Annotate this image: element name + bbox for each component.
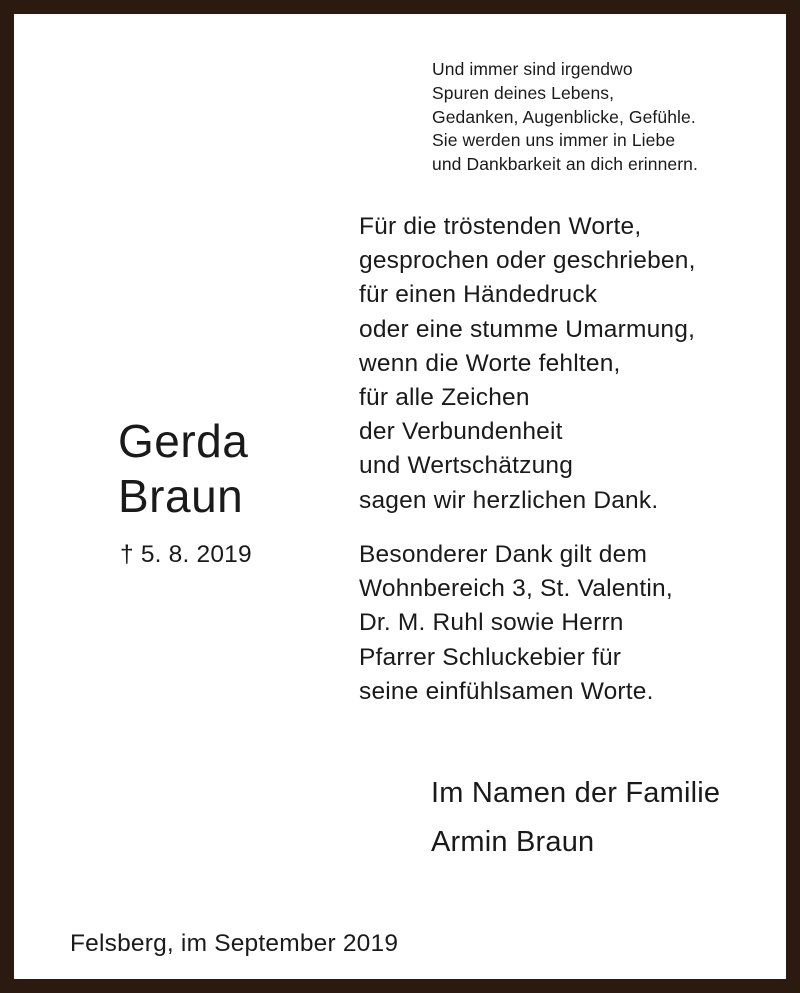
thanks-line: der Verbundenheit [359,418,563,446]
thanks-line: für alle Zeichen [359,384,530,412]
special-thanks-line: Dr. M. Ruhl sowie Herrn [359,609,624,637]
signature-line-name: Armin Braun [431,826,595,858]
special-thanks-line: Wohnbereich 3, St. Valentin, [359,575,673,603]
quote-line: Sie werden uns immer in Liebe [432,130,676,151]
special-thanks-line: Besonderer Dank gilt dem [359,541,648,568]
quote-line: Spuren deines Lebens, [432,82,615,103]
thanks-text [359,210,696,518]
signature-line-family: Im Namen der Familie [431,777,721,809]
quote-line: Und immer sind irgendwo [432,59,633,79]
memorial-quote [432,58,698,177]
family-signature [431,769,720,867]
quote-line: und Dankbarkeit an dich erinnern. [432,154,698,175]
special-thanks-text [359,538,673,709]
special-thanks-line: seine einfühlsamen Worte. [359,677,654,705]
thanks-line: wenn die Worte fehlten, [359,349,621,377]
place-date-footer: Felsberg, im September 2019 [70,930,399,957]
thanks-line: gesprochen oder geschrieben, [359,247,696,275]
thanks-line: für einen Händedruck [359,281,598,309]
thanks-line: und Wertschätzung [359,452,574,480]
special-thanks-line: Pfarrer Schluckebier für [359,643,622,671]
quote-line: Gedanken, Augenblicke, Gefühle. [432,106,696,127]
deceased-first-name: Gerda [118,415,249,467]
deceased-name [118,414,248,524]
death-date: † 5. 8. 2019 [120,541,252,568]
thanks-line: sagen wir herzlichen Dank. [359,486,659,514]
thanks-line: Für die tröstenden Worte, [359,213,642,240]
deceased-last-name: Braun [118,470,244,522]
thanks-line: oder eine stumme Umarmung, [359,315,696,343]
